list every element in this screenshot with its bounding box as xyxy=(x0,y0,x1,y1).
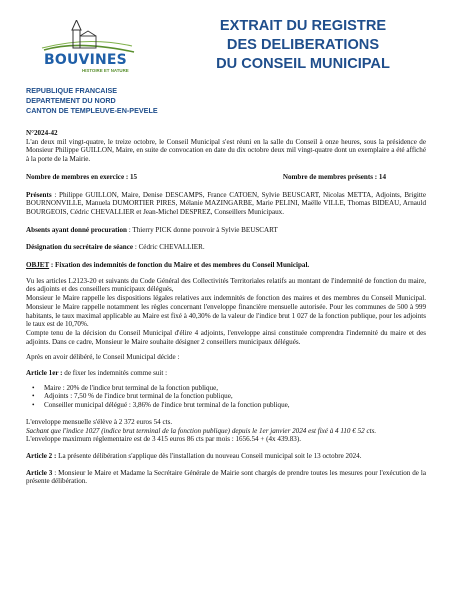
envelope-maximum: L'enveloppe maximum réglementaire est de 3 415 euros 86 cts par mois : 1656.54 + (4x 439.83). xyxy=(26,435,301,444)
absent-text: : Thierry PICK donne pouvoir à Sylvie BEUSCART xyxy=(126,225,278,234)
article-3-text: : Monsieur le Maire et Madame la Secrétaire Générale de Mairie sont chargés de prendre toutes les mesures pour l'exécution de la présente délibération. xyxy=(26,468,426,486)
list-item: • Conseiller municipal délégué : 3,86% de l'indice brut terminal de la fonction publique, xyxy=(32,401,426,410)
article-1-text: de fixer les indemnités comme suit : xyxy=(62,369,168,378)
members-count-row xyxy=(26,173,426,182)
present-paragraph xyxy=(26,191,426,217)
deliberation-body xyxy=(26,129,426,486)
administrative-header xyxy=(26,86,158,116)
title-line-2: DES DELIBERATIONS xyxy=(226,37,380,53)
logo-name: BOUVINES xyxy=(44,52,127,68)
article-3-label: Article 3 xyxy=(26,468,53,477)
article-1 xyxy=(26,369,426,378)
present-label: Présents xyxy=(26,190,52,199)
list-item: • Maire : 20% de l'indice brut terminal de la fonction publique, xyxy=(32,384,426,393)
deliberation-statement: Après en avoir délibéré, le Conseil Municipal décide : xyxy=(26,353,180,362)
legal-basis-paragraph: Vu les articles L2123-20 et suivants du Code Général des Collectivités Territoriales relatifs au montant de l'indemnité de fonction du maire, des adjoints et des conseillers municipaux délégués, xyxy=(26,276,426,294)
canton-label: CANTON DE TEMPLEUVE-EN-PEVELE xyxy=(26,106,158,115)
objet-text: : Fixation des indemnités de fonction du Maire et des membres du Conseil Municipal. xyxy=(49,261,310,270)
reminder-paragraph: Monsieur le Maire rappelle les dispositions légales relatives aux indemnités de fonction des maires et des membres du Conseil Municipal. Monsieur le Maire rappelle notamment les règles concernant l'enveloppe financière mensuelle autorisée. Pour les communes de 500 à 999 habitants, le taux maximal applicable au Maire est fixé à 40,30% de la valeur de l'indice brut 1 027 de la fonction publique, pour les adjoints le taux est de 10,70%. xyxy=(26,294,426,329)
decision-context-paragraph: Compte tenu de la décision du Conseil Municipal d'élire 4 adjoints, l'enveloppe ainsi constituée comprendra l'indemnité du maire et des adjoints. Dans ce cadre, Monsieur le Maire souhaite désigner 2 conseillers municipaux délégués. xyxy=(26,328,426,346)
objet-label: OBJET xyxy=(26,261,50,270)
secretary-text: : Cédric CHEVALLIER. xyxy=(133,243,205,252)
list-item: • Adjoints : 7,50 % de l'indice brut terminal de la fonction publique, xyxy=(32,392,426,401)
indemnity-list xyxy=(26,384,426,410)
article-2-label: Article 2 : xyxy=(26,451,57,460)
secretary-paragraph xyxy=(26,243,426,252)
members-exercise: Nombre de membres en exercice : 15 xyxy=(26,172,138,181)
absent-label: Absents ayant donné procuration xyxy=(26,225,127,234)
commune-logo xyxy=(38,20,138,80)
department-label: DEPARTEMENT DU NORD xyxy=(26,96,116,105)
intro-paragraph: L'an deux mil vingt-quatre, le treize octobre, le Conseil Municipal s'est réuni en la salle du Conseil à onze heures, sous la présidence de Monsieur Philippe GUILLON, Maire, en suite de convocation en date du dix octobre deux mil vingt-quatre dont un exemplaire a été affiché à la porte de la Mairie. xyxy=(26,137,426,164)
logo-tagline: HISTOIRE ET NATURE xyxy=(82,68,129,73)
republic-label: REPUBLIQUE FRANCAISE xyxy=(26,86,118,95)
members-present: Nombre de membres présents : 14 xyxy=(282,172,386,181)
secretary-label: Désignation du secrétaire de séance xyxy=(26,243,134,252)
present-text: : Philippe GUILLON, Maire, Denise DESCAMPS, France CATOEN, Sylvie BEUSCART, Nicolas METTA, Adjoints, Brigitte BOURNONVILLE, Manuela DUMORTIER PIRES, Mélanie MAZINGARBE, Marie PELINI, Maëlle VILLE, Thomas BIDEAU, Arnauld BOURGEOIS, Cédric CHEVALLIER et Jean-Michel DESPREZ, Conseillers Municipaux. xyxy=(26,190,426,216)
title-line-1: EXTRAIT DU REGISTRE xyxy=(219,18,387,34)
envelope-monthly: L'enveloppe mensuelle s'élève à 2 372 euros 54 cts. xyxy=(26,417,173,426)
article-1-label: Article 1er : xyxy=(26,369,63,378)
deliberation-number: N°2024-42 xyxy=(26,129,58,137)
document-title xyxy=(188,17,418,74)
title-line-3: DU CONSEIL MUNICIPAL xyxy=(216,56,390,72)
envelope-index-note: Sachant que l'indice 1027 (indice brut terminal de la fonction publique) depuis le 1er janvier 2024 est fixé à 4 110 € 52 cts. xyxy=(26,426,377,435)
article-2 xyxy=(26,452,426,461)
article-3 xyxy=(26,469,426,486)
objet-paragraph xyxy=(26,261,426,270)
article-2-text: La présente délibération s'applique dès l'installation du nouveau Conseil municipal soit le 13 octobre 2024. xyxy=(56,451,362,460)
absent-paragraph xyxy=(26,226,426,235)
